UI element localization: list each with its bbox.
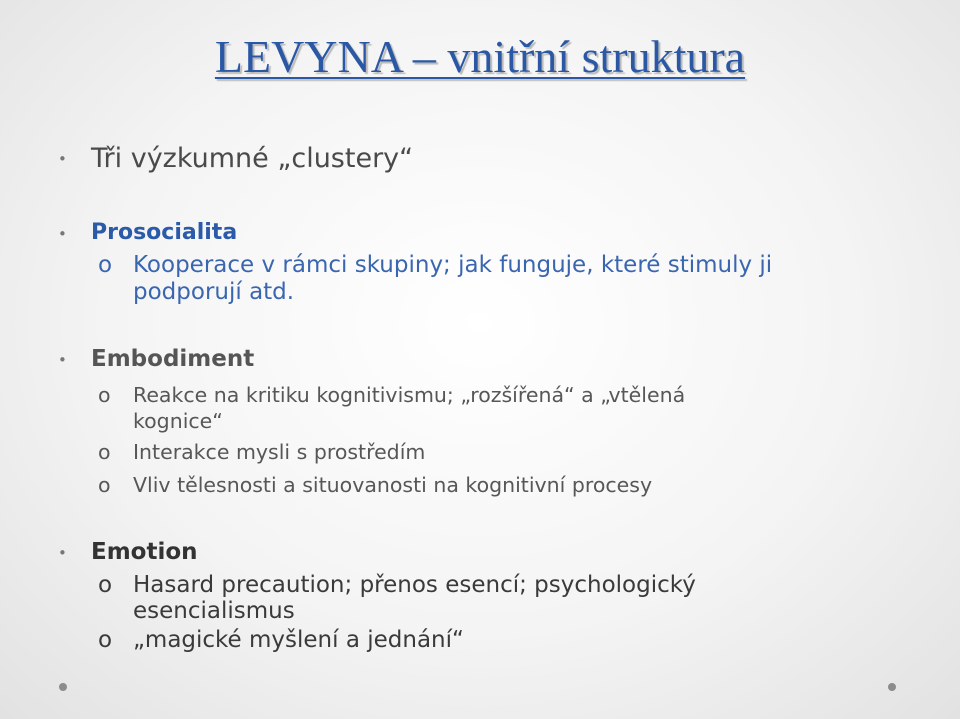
sub-item-text: Kooperace v rámci skupiny; jak funguje, které stimuly ji	[133, 252, 773, 278]
sub-marker: o	[98, 252, 113, 278]
sub-item-text: Hasard precaution; přenos esencí; psychologický	[133, 572, 696, 598]
bullet-icon: •	[58, 544, 67, 562]
sub-item-text: kognice“	[133, 409, 223, 433]
sub-marker: o	[98, 627, 113, 653]
sub-item-text: esencialismus	[133, 598, 295, 624]
bullet-icon: •	[58, 150, 67, 168]
slide-title: LEVYNA – vnitřní struktura	[214, 31, 746, 82]
section-heading: Emotion	[91, 539, 198, 565]
sub-item-text: Vliv tělesnosti a situovanosti na kognitivní procesy	[133, 473, 653, 497]
sub-item-text: podporují atd.	[133, 279, 295, 305]
section-heading: Embodiment	[91, 346, 255, 372]
sub-marker: o	[98, 440, 111, 464]
sub-marker: o	[98, 572, 113, 598]
section-heading: Prosocialita	[91, 220, 238, 245]
bullet-icon: •	[58, 225, 67, 243]
decorative-dot	[888, 683, 896, 691]
decorative-dot	[59, 683, 67, 691]
bullet-icon: •	[58, 351, 67, 369]
sub-marker: o	[98, 383, 111, 407]
section-heading: Tři výzkumné „clustery“	[91, 143, 414, 174]
sub-item-text: Interakce mysli s prostředím	[133, 440, 426, 464]
sub-marker: o	[98, 473, 111, 497]
sub-item-text: Reakce na kritiku kognitivismu; „rozšířená“ a „vtělená	[133, 383, 686, 407]
sub-item-text: „magické myšlení a jednání“	[133, 627, 464, 653]
